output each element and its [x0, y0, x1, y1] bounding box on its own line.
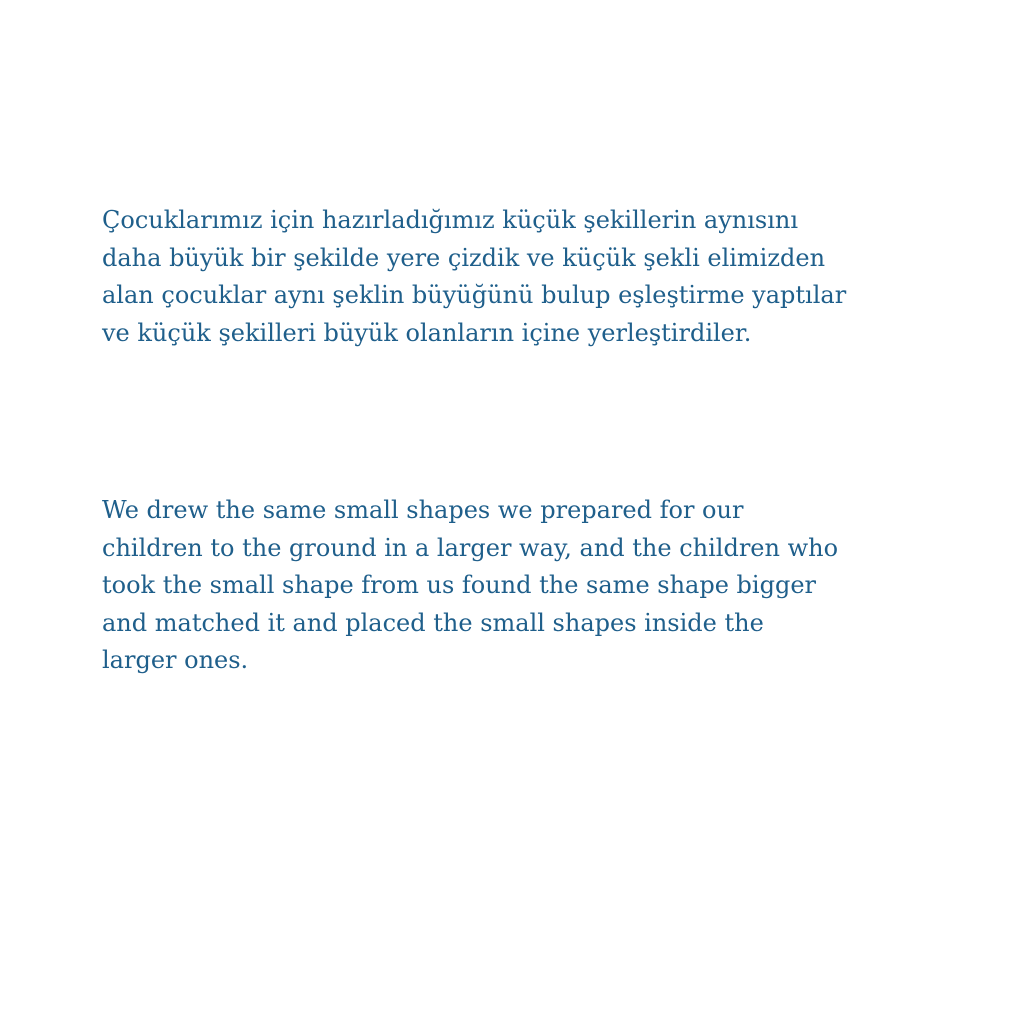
english-paragraph — [102, 492, 942, 680]
text-line: daha büyük bir şekilde yere çizdik ve küçük şekli elimizden — [102, 243, 826, 272]
text-line: children to the ground in a larger way, and the children who — [102, 533, 839, 562]
text-line: Çocuklarımız için hazırladığımız küçük şekillerin aynısını — [102, 206, 799, 234]
text-line: alan çocuklar aynı şeklin büyüğünü bulup eşleştirme yaptılar — [102, 281, 847, 309]
text-line: took the small shape from us found the same shape bigger — [102, 571, 816, 599]
text-line: We drew the same small shapes we prepared for our — [102, 496, 744, 524]
text-line: and matched it and placed the small shapes inside the — [102, 608, 764, 637]
text-line: ve küçük şekilleri büyük olanların içine yerleştirdiler. — [102, 318, 752, 347]
text-line: larger ones. — [102, 646, 249, 674]
turkish-paragraph — [102, 202, 942, 352]
